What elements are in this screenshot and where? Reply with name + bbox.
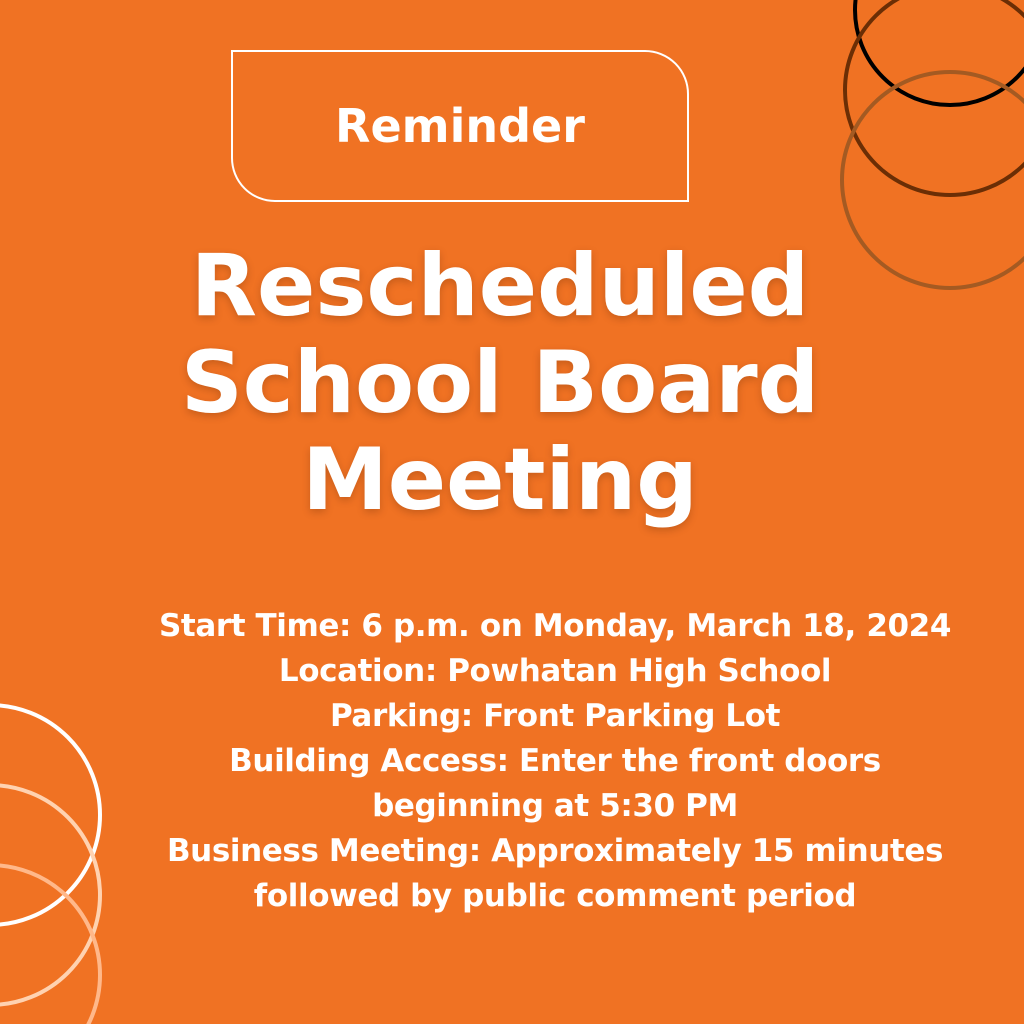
location-text: Location: Powhatan High School <box>278 653 832 689</box>
public-comment-text: followed by public comment period <box>253 878 857 914</box>
top-right-ring-black <box>855 0 1024 105</box>
top-right-ring-brown <box>845 0 1024 195</box>
reminder-label: Reminder <box>335 99 585 153</box>
page-title <box>110 238 890 529</box>
building-access-time-text: beginning at 5:30 PM <box>372 788 738 824</box>
title-line-1: Rescheduled <box>190 236 810 336</box>
title-line-2: School Board <box>180 333 820 433</box>
parking-text: Parking: Front Parking Lot <box>329 698 781 734</box>
building-access-text: Building Access: Enter the front doors <box>229 743 881 779</box>
meeting-details <box>105 604 1005 919</box>
business-meeting-text: Business Meeting: Approximately 15 minutes <box>166 833 944 869</box>
reminder-badge <box>231 50 689 202</box>
bottom-left-ring-light <box>0 785 100 1005</box>
title-line-3: Meeting <box>302 430 698 530</box>
start-time-text: Start Time: 6 p.m. on Monday, March 18, 2024 <box>158 608 952 644</box>
bottom-left-ring-white <box>0 705 100 925</box>
